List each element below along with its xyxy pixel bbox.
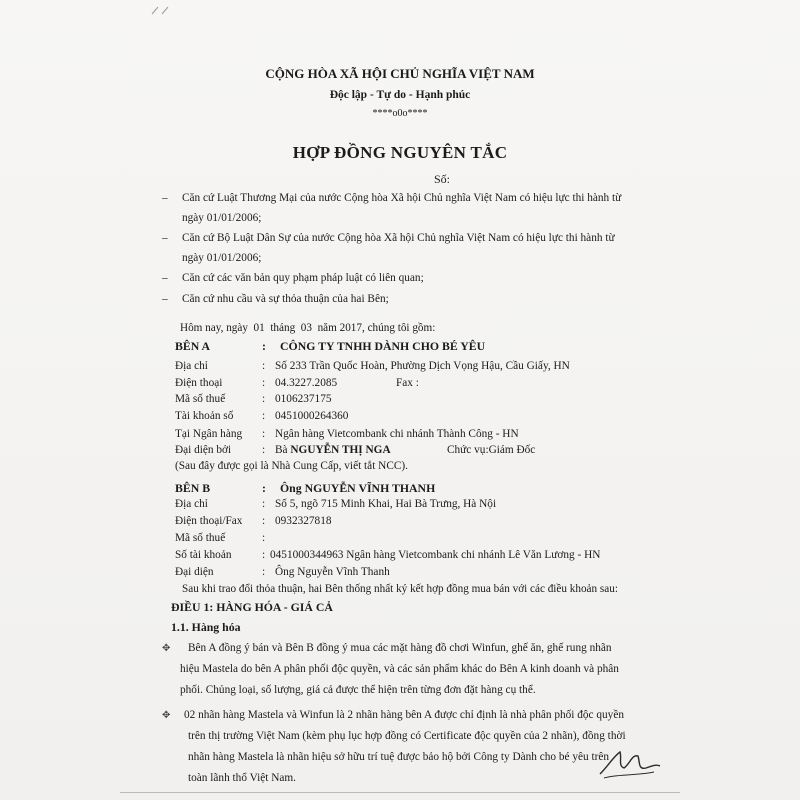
party-a-fax-label: Fax : xyxy=(396,377,419,389)
party-b-heading: BÊN B xyxy=(175,481,211,495)
article-1-heading: ĐIỀU 1: HÀNG HÓA - GIÁ CẢ xyxy=(171,600,333,614)
party-a-representative: Bà NGUYỄN THỊ NGA xyxy=(275,444,391,456)
agreement-line: Sau khi trao đổi thỏa thuận, hai Bên thống nhất ký kết hợp đồng mua bán với các điều khoản sau: xyxy=(182,583,618,595)
article-bullet: 02 nhãn hàng Mastela và Winfun là 2 nhãn hàng bên A được chỉ định là nhà phân phối độc quyền trên thị trường Việt Nam (kèm phụ lục hợp đồng có Certificate độc quyền của 2 nhãn), đồng thời nhãn hàng Mastela là nhãn hiệu sở hữu trí tuệ được bảo hộ bởi Công ty Dành cho bé yêu trên toàn lãnh thổ Việt Nam. xyxy=(184,709,626,784)
party-b-representative: Ông Nguyễn Vĩnh Thanh xyxy=(275,566,390,578)
arrow-bullet-icon: ✥ xyxy=(162,643,171,654)
basis-item: – Căn cứ các văn bản quy phạm pháp luật có liên quan; xyxy=(162,272,424,284)
party-a-tax-label: Mã số thuế xyxy=(175,393,226,405)
party-b-phone: 0932327818 xyxy=(275,515,332,527)
party-a-bank: Ngân hàng Vietcombank chi nhánh Thành Công - HN xyxy=(275,428,519,440)
party-b-account: 0451000344963 Ngân hàng Vietcombank chi nhánh Lê Văn Lương - HN xyxy=(270,549,601,561)
party-a-address: Số 233 Trần Quốc Hoàn, Phường Dịch Vọng Hậu, Cầu Giấy, HN xyxy=(275,360,570,372)
party-b-account-label: Số tài khoản xyxy=(175,549,232,561)
document-page: CỘNG HÒA XÃ HỘI CHỦ NGHĨA VIỆT NAM Độc lập - Tự do - Hạnh phúc ****o0o**** HỢP ĐỒNG NGUYÊN TẮC Số: – Căn cứ Luật Thương Mại của nước Cộng hòa Xã hội Chủ nghĩa Việt Nam có hiệu lực thi hành từ ngày 01/01/2006; – Căn cứ Bộ Luật Dân Sự của nước Cộng hòa Xã hội Chủ nghĩa Việt Nam có hiệu lực thi hành từ ngày 01/01/2006; – Căn cứ các văn bản quy phạm pháp luật có liên quan; – Căn cứ nhu cầu và sự thỏa thuận của hai Bên; Hôm nay, ngày 01 tháng 03 năm 2017, chúng tôi gồm: BÊN A : CÔNG TY TNHH DÀNH CHO BÉ YÊU Địa chỉ : Số 233 Trần Quốc Hoàn, Phường Dịch Vọng Hậu, Cầu Giấy, HN Điện thoại : 04.3227.2085 Fax : Mã số thuế : 0106237175 Tài khoản số : 0451000264360 Tại Ngân hàng : Ngân hàng Vietcombank chi nhánh Thành Công - HN Đại diện bởi : Bà NGUYỄN THỊ NGA Chức vụ:Giám Đốc (Sau đây được gọi là Nhà Cung Cấp, viết tắt NCC). BÊN B : Ông NGUYỄN VĨNH THANH Địa chỉ : Số 5, ngõ 715 Minh Khai, Hai Bà Trưng, Hà Nội Điện thoại/Fax : 0932327818 Mã số thuế : Số tài khoản : 0451000344963 Ngân hàng Vietcombank chi nhánh Lê Văn Lương - HN Đại diện : Ông Nguyễn Vĩnh Thanh Sau khi trao đổi thỏa thuận, hai Bên thống nhất ký kết hợp đồng mua bán với các điều khoản sau: ĐIỀU 1: HÀNG HÓA - GIÁ CẢ 1.1. Hàng hóa ✥ Bên A đồng ý bán và Bên B đồng ý mua các mặt hàng đồ chơi Winfun, ghế ăn, ghế rung nhãn hiệu Mastela do bên A phân phối độc quyền, và các sản phẩm khác do Bên A kinh doanh và phân phối. Chủng loại, số lượng, giá cả được thể hiện trên từng đơn đặt hàng cụ thể. ✥ 02 nhãn hàng Mastela và Winfun là 2 nhãn hàng bên A được chỉ định là nhà phân phối độc quyền trên thị trường Việt Nam (kèm phụ lục hợp đồng có Certificate độc quyền của 2 nhãn), đồng thời nhãn hàng Mastela là nhãn hiệu sở hữu trí tuệ được bảo hộ bởi Công ty Dành cho bé yêu trên toàn lãnh thổ Việt Nam. xyxy=(0,0,800,800)
basis-item: – Căn cứ Luật Thương Mại của nước Cộng hòa Xã hội Chủ nghĩa Việt Nam có hiệu lực thi hành từ ngày 01/01/2006; xyxy=(162,192,622,224)
party-b-address-label: Địa chỉ xyxy=(175,498,208,510)
scribble-mark xyxy=(150,4,180,18)
party-a-position: Chức vụ:Giám Đốc xyxy=(447,444,536,456)
party-a-phone-label: Điện thoại xyxy=(175,377,223,389)
contract-number-label: Số: xyxy=(434,172,451,186)
party-b-tax-label: Mã số thuế xyxy=(175,532,226,544)
party-a-address-label: Địa chỉ xyxy=(175,360,208,372)
contract-title: HỢP ĐỒNG NGUYÊN TẮC xyxy=(292,143,508,162)
party-a-phone: 04.3227.2085 xyxy=(275,377,338,389)
basis-item: – Căn cứ nhu cầu và sự thỏa thuận của hai Bên; xyxy=(162,293,389,305)
signature-image xyxy=(594,744,664,784)
party-b-address: Số 5, ngõ 715 Minh Khai, Hai Bà Trưng, Hà Nội xyxy=(275,498,497,510)
party-a-note: (Sau đây được gọi là Nhà Cung Cấp, viết tắt NCC). xyxy=(175,460,408,472)
party-a-account: 0451000264360 xyxy=(275,410,349,422)
party-a-account-label: Tài khoản số xyxy=(175,410,234,422)
arrow-bullet-icon: ✥ xyxy=(162,710,171,721)
party-a-tax: 0106237175 xyxy=(275,393,332,405)
party-b-rep-label: Đại diện xyxy=(175,566,214,578)
intro-line: Hôm nay, ngày 01 tháng 03 năm 2017, chúng tôi gồm: xyxy=(180,322,436,334)
party-a-heading: BÊN A xyxy=(175,339,211,353)
party-b-phone-label: Điện thoại/Fax xyxy=(175,515,243,527)
page-bottom-edge xyxy=(120,792,680,793)
motto: Độc lập - Tự do - Hạnh phúc xyxy=(329,89,471,101)
party-a-rep-label: Đại diện bởi xyxy=(175,444,232,456)
party-a-bank-label: Tại Ngân hàng xyxy=(175,428,243,440)
decoration: ****o0o**** xyxy=(372,108,428,119)
nation-heading: CỘNG HÒA XÃ HỘI CHỦ NGHĨA VIỆT NAM xyxy=(265,66,535,81)
party-a-company: CÔNG TY TNHH DÀNH CHO BÉ YÊU xyxy=(280,339,486,353)
basis-item: – Căn cứ Bộ Luật Dân Sự của nước Cộng hòa Xã hội Chủ nghĩa Việt Nam có hiệu lực thi hành từ ngày 01/01/2006; xyxy=(162,232,615,264)
article-bullet: Bên A đồng ý bán và Bên B đồng ý mua các mặt hàng đồ chơi Winfun, ghế ăn, ghế rung nhãn hiệu Mastela do bên A phân phối độc quyền, và các sản phẩm khác do Bên A kinh doanh và phân phối. Chủng loại, số lượng, giá cả được thể hiện trên từng đơn đặt hàng cụ thể. xyxy=(180,642,619,696)
party-b-name: Ông NGUYỄN VĨNH THANH xyxy=(280,481,436,495)
article-1-1-heading: 1.1. Hàng hóa xyxy=(171,620,241,634)
